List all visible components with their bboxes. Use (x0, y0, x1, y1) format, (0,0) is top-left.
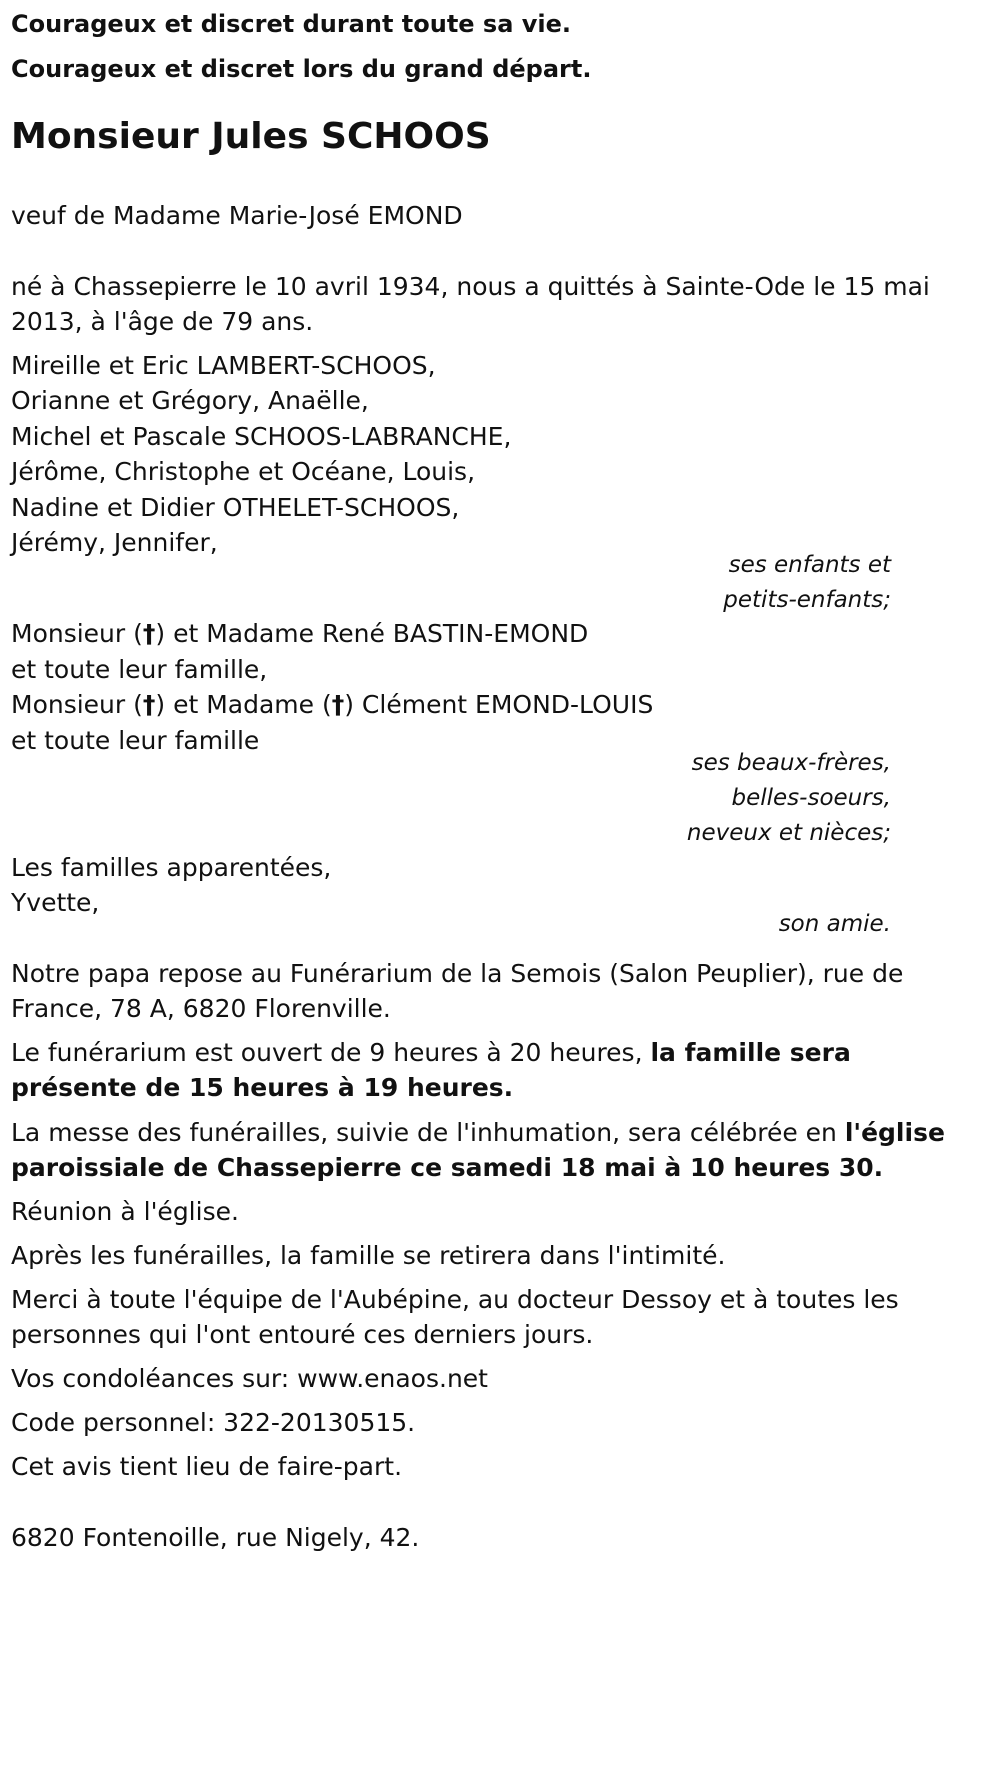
motto-line-2: Courageux et discret lors du grand départ. (11, 55, 592, 83)
others-line-1: Les familles apparentées, (11, 853, 332, 882)
children-line-4: Jérôme, Christophe et Océane, Louis, (11, 457, 476, 486)
thanks-line-1: Merci à toute l'équipe de l'Aubépine, au docteur Dessoy et à toutes les (11, 1285, 899, 1314)
others-line-2: Yvette, (11, 888, 100, 917)
children-relation-2: petits-enfants; (723, 587, 891, 613)
meeting-line: Réunion à l'église. (11, 1197, 239, 1226)
in-laws-line-4: et toute leur famille (11, 726, 260, 755)
in-laws-line-3: Monsieur (†) et Madame (†) Clément EMOND-LOUIS (11, 690, 654, 719)
children-line-6: Jérémy, Jennifer, (11, 528, 218, 557)
in-laws-line-2: et toute leur famille, (11, 655, 268, 684)
cross-symbol: † (142, 619, 156, 648)
condolences-line: Vos condoléances sur: www.enaos.net (11, 1364, 488, 1393)
birth-death-line-1: né à Chassepierre le 10 avril 1934, nous a quittés à Sainte-Ode le 15 mai (11, 272, 930, 301)
in-laws-relation-3: neveux et nièces; (686, 820, 891, 846)
code-line: Code personnel: 322-20130515. (11, 1408, 416, 1437)
after-line: Après les funérailles, la famille se retirera dans l'intimité. (11, 1241, 726, 1270)
birth-death-line-2: 2013, à l'âge de 79 ans. (11, 307, 314, 336)
thanks-line-2: personnes qui l'ont entouré ces derniers jours. (11, 1320, 594, 1349)
deceased-name: Monsieur Jules SCHOOS (11, 116, 491, 157)
opening-line-2: présente de 15 heures à 19 heures. (11, 1073, 514, 1102)
rest-line-2: France, 78 A, 6820 Florenville. (11, 994, 391, 1023)
spouse-line: veuf de Madame Marie-José EMOND (11, 201, 463, 230)
address-line: 6820 Fontenoille, rue Nigely, 42. (11, 1523, 420, 1552)
opening-line-1: Le funérarium est ouvert de 9 heures à 20 heures, la famille sera (11, 1038, 851, 1067)
children-line-3: Michel et Pascale SCHOOS-LABRANCHE, (11, 422, 512, 451)
children-relation-1: ses enfants et (728, 552, 891, 578)
others-relation: son amie. (778, 911, 891, 937)
in-laws-line-1: Monsieur (†) et Madame René BASTIN-EMOND (11, 619, 589, 648)
mass-line-2: paroissiale de Chassepierre ce samedi 18 mai à 10 heures 30. (11, 1153, 884, 1182)
children-line-1: Mireille et Eric LAMBERT-SCHOOS, (11, 351, 436, 380)
in-laws-relation-1: ses beaux-frères, (691, 750, 891, 776)
cross-symbol: † (142, 690, 156, 719)
rest-line-1: Notre papa repose au Funérarium de la Semois (Salon Peuplier), rue de (11, 959, 904, 988)
children-line-5: Nadine et Didier OTHELET-SCHOOS, (11, 493, 460, 522)
notice-line: Cet avis tient lieu de faire-part. (11, 1452, 403, 1481)
children-line-2: Orianne et Grégory, Anaëlle, (11, 386, 369, 415)
in-laws-relation-2: belles-soeurs, (731, 785, 891, 811)
cross-symbol: † (331, 690, 345, 719)
mass-line-1: La messe des funérailles, suivie de l'inhumation, sera célébrée en l'église (11, 1118, 945, 1147)
motto-line-1: Courageux et discret durant toute sa vie. (11, 10, 572, 38)
